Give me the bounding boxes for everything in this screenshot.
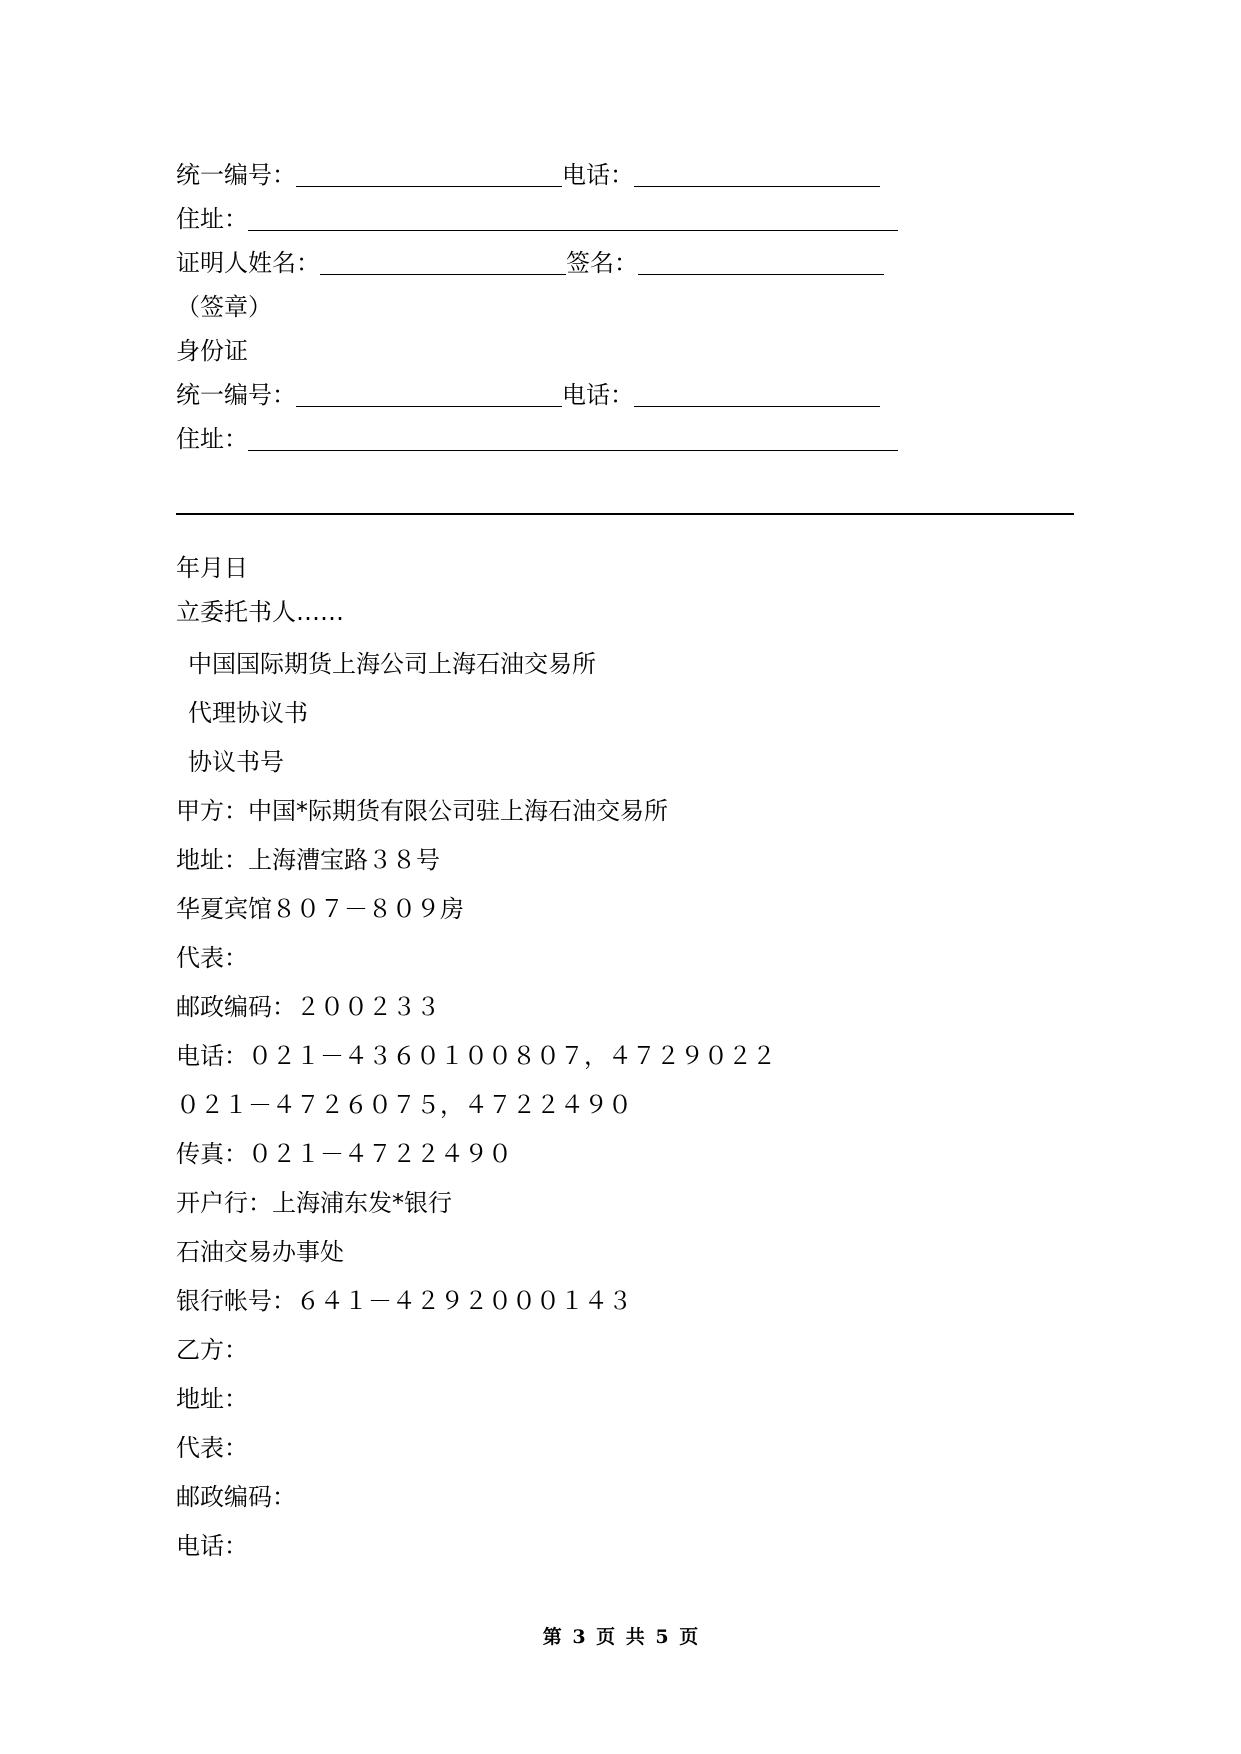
- phone-a-line: 电话：０２１－４３６０１００８０７，４７２９０２２: [176, 1042, 776, 1070]
- horizontal-rule: [176, 513, 1074, 515]
- signature-label: 签名：: [566, 249, 638, 277]
- account-a-line: 银行帐号：６４１－４２９２０００１４３: [176, 1287, 632, 1315]
- doc-number-label: 协议书号: [188, 748, 284, 776]
- address-blank-2: [248, 426, 898, 451]
- party-b-line: 乙方：: [176, 1336, 248, 1364]
- address-label: 住址：: [176, 205, 248, 233]
- id-card-label: 身份证: [176, 337, 248, 365]
- doc-title: 代理协议书: [188, 699, 308, 727]
- witness-name-label: 证明人姓名：: [176, 249, 320, 277]
- address-b-line: 地址：: [176, 1385, 248, 1413]
- bank-a-line: 开户行：上海浦东发*银行: [176, 1189, 452, 1217]
- rep-b-line: 代表：: [176, 1434, 248, 1462]
- id-number-blank: [296, 162, 562, 187]
- page-number-footer: 第 3 页 共 5 页: [542, 1626, 699, 1648]
- id-number-label: 统一编号：: [176, 161, 296, 189]
- id-number-row-2: [176, 380, 880, 410]
- signature-blank: [638, 250, 884, 275]
- date-line: 年月日: [176, 554, 248, 582]
- id-number-blank-2: [296, 382, 562, 407]
- phone-blank-2: [634, 382, 880, 407]
- org-line: 中国国际期货上海公司上海石油交易所: [188, 650, 596, 678]
- address-label-2: 住址：: [176, 425, 248, 453]
- address-blank: [248, 206, 898, 231]
- fax-a-line: 传真：０２１－４７２２４９０: [176, 1140, 512, 1168]
- id-number-row: [176, 160, 880, 190]
- address-row: [176, 204, 898, 234]
- witness-name-blank: [320, 250, 566, 275]
- address-a-line: 地址：上海漕宝路３８号: [176, 846, 440, 874]
- seal-label: （签章）: [176, 293, 272, 321]
- id-number-label-2: 统一编号：: [176, 381, 296, 409]
- phone-b-line: 电话：: [176, 1532, 248, 1560]
- address-a2-line: 华夏宾馆８０７－８０９房: [176, 895, 464, 923]
- phone-blank: [634, 162, 880, 187]
- postal-b-line: 邮政编码：: [176, 1483, 296, 1511]
- address-row-2: [176, 424, 898, 454]
- bank-a2-line: 石油交易办事处: [176, 1238, 344, 1266]
- principal-line: 立委托书人……: [176, 598, 344, 626]
- phone-label-2: 电话：: [562, 381, 634, 409]
- rep-a-line: 代表：: [176, 944, 248, 972]
- party-a-line: 甲方：中国*际期货有限公司驻上海石油交易所: [176, 797, 668, 825]
- phone-a2-line: ０２１－４７２６０７５，４７２２４９０: [176, 1091, 632, 1119]
- phone-label: 电话：: [562, 161, 634, 189]
- postal-a-line: 邮政编码：２００２３３: [176, 993, 440, 1021]
- witness-row: [176, 248, 884, 278]
